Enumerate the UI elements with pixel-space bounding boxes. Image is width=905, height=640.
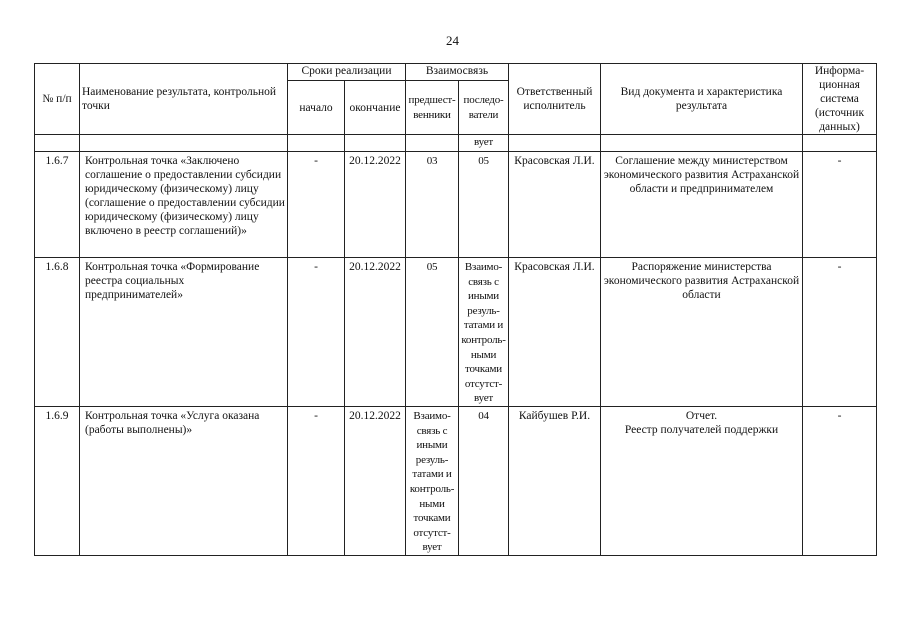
table-row bbox=[35, 152, 877, 258]
continuation-successors: вует bbox=[459, 135, 509, 152]
row-info-system: - bbox=[803, 406, 877, 555]
table-row bbox=[35, 406, 877, 555]
row-doc-type: Соглашение между министерством экономического развития Астраханской области и предпринимателем bbox=[601, 152, 803, 258]
header-info-system: Информа-ционная система (источник данных) bbox=[803, 64, 877, 135]
row-end: 20.12.2022 bbox=[345, 152, 406, 258]
row-start: - bbox=[288, 258, 345, 407]
row-responsible: Красовская Л.И. bbox=[509, 258, 601, 407]
header-predecessors: предшест-венники bbox=[406, 81, 459, 135]
row-successors: Взаимо-связь с иными резуль-татами и контроль-ными точками отсутст-вует bbox=[459, 258, 509, 407]
control-points-table bbox=[34, 63, 877, 556]
header-timing-group: Сроки реализации bbox=[288, 64, 406, 81]
header-successors: последо-ватели bbox=[459, 81, 509, 135]
row-end: 20.12.2022 bbox=[345, 258, 406, 407]
row-name: Контрольная точка «Заключено соглашение о предоставлении субсидии юридическому (физическому) лицу (соглашение о предоставлении субсидии юридическому (физическому) лицу включено в реестр соглашений)» bbox=[80, 152, 288, 258]
header-responsible: Ответственный исполнитель bbox=[509, 64, 601, 135]
row-num: 1.6.7 bbox=[35, 152, 80, 258]
continuation-row bbox=[35, 135, 877, 152]
header-row-1 bbox=[35, 64, 877, 81]
row-num: 1.6.8 bbox=[35, 258, 80, 407]
row-predecessors: 03 bbox=[406, 152, 459, 258]
row-doc-type: Отчет. Реестр получателей поддержки bbox=[601, 406, 803, 555]
header-start: начало bbox=[288, 81, 345, 135]
header-end: окончание bbox=[345, 81, 406, 135]
row-responsible: Кайбушев Р.И. bbox=[509, 406, 601, 555]
header-name: Наименование результата, контрольной точки bbox=[80, 64, 288, 135]
row-start: - bbox=[288, 152, 345, 258]
table-row bbox=[35, 258, 877, 407]
header-doc-type: Вид документа и характеристика результата bbox=[601, 64, 803, 135]
header-relation-group: Взаимосвязь bbox=[406, 64, 509, 81]
row-responsible: Красовская Л.И. bbox=[509, 152, 601, 258]
row-predecessors: Взаимо-связь с иными резуль-татами и контроль-ными точками отсутст-вует bbox=[406, 406, 459, 555]
row-end: 20.12.2022 bbox=[345, 406, 406, 555]
row-doc-type: Распоряжение министерства экономического развития Астраханской области bbox=[601, 258, 803, 407]
row-info-system: - bbox=[803, 152, 877, 258]
row-predecessors: 05 bbox=[406, 258, 459, 407]
row-successors: 04 bbox=[459, 406, 509, 555]
row-successors: 05 bbox=[459, 152, 509, 258]
row-info-system: - bbox=[803, 258, 877, 407]
page-number: 24 bbox=[446, 33, 459, 48]
header-num: № п/п bbox=[35, 64, 80, 135]
row-name: Контрольная точка «Формирование реестра социальных предпринимателей» bbox=[80, 258, 288, 407]
row-start: - bbox=[288, 406, 345, 555]
row-name: Контрольная точка «Услуга оказана (работы выполнены)» bbox=[80, 406, 288, 555]
row-num: 1.6.9 bbox=[35, 406, 80, 555]
